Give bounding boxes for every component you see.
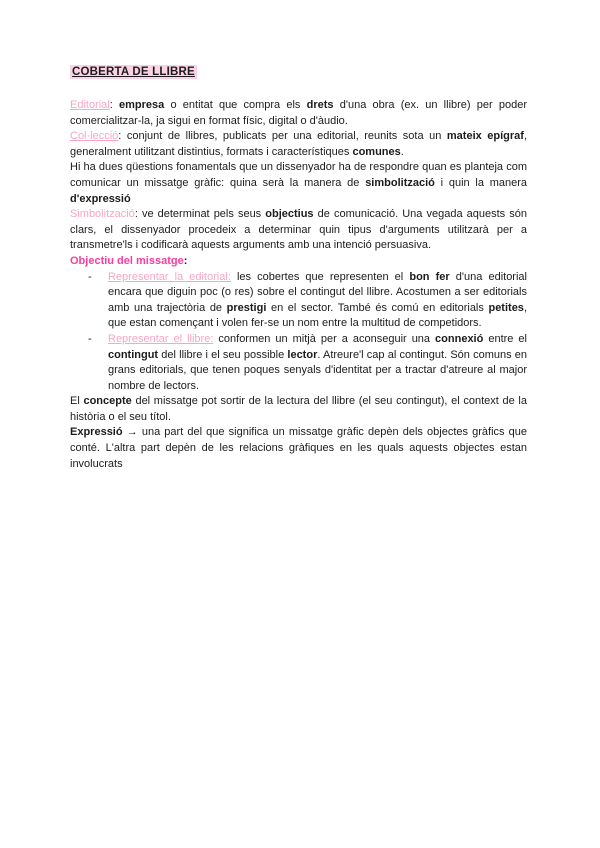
text-segment: bon fer <box>409 270 450 283</box>
text-segment: . <box>400 145 404 158</box>
list-item <box>70 332 527 394</box>
text-segment: contingut <box>108 348 159 361</box>
text-segment: empresa <box>119 99 165 111</box>
text-segment: o entitat que compra els <box>164 99 307 111</box>
text-segment: Editorial <box>70 99 110 111</box>
list-item <box>70 270 527 332</box>
text-segment: objectius <box>265 208 314 221</box>
paragraph <box>70 129 527 160</box>
text-segment: Hi ha dues qüestions fonamentals que un dissenyador ha de respondre quan es planteja com comunicar un missatge gràfic: quina serà la manera de <box>70 161 527 189</box>
text-segment: Representar el llibre: <box>108 332 214 345</box>
text-segment: : ve determinat pels seus <box>134 208 266 221</box>
text-segment: en el sector. També és comú en editorials <box>266 301 489 314</box>
text-segment: drets <box>306 99 334 111</box>
text-segment: Expressió <box>70 426 123 439</box>
paragraph <box>70 98 527 129</box>
text-segment: simbolització <box>365 176 435 189</box>
text-segment: Objectiu del missatge <box>70 254 184 267</box>
text-segment: prestigi <box>226 301 267 314</box>
text-segment: connexió <box>435 332 484 345</box>
text-segment: del missatge pot sortir de la lectura del llibre (el seu contingut), el context de la història o el seu títol. <box>70 395 527 423</box>
text-segment: Col·lecció <box>70 130 119 143</box>
paragraph <box>70 394 527 425</box>
text-segment: d'una obra (ex. un llibre) per poder comercialitzar-la, ja sigui en format físic, digital o d'àudio. <box>70 99 528 127</box>
document-title-text: COBERTA DE LLIBRE <box>72 66 195 78</box>
paragraph <box>70 160 527 207</box>
text-segment: mateix epígraf <box>446 130 524 143</box>
text-segment: del llibre i el seu possible <box>158 348 288 361</box>
text-segment: entre el <box>483 332 527 345</box>
paragraph <box>70 207 527 254</box>
text-segment: i quin la manera <box>434 176 528 189</box>
text-segment: de comunicació. Una vegada aquests són clars, el dissenyador procedeix a determinar quin tipus d'arguments utilitzarà per a transmetre'ls i codificarà aquests arguments amb una intenció persuasiva. <box>70 208 527 252</box>
text-segment: : conjunt de llibres, publicats per una editorial, reunits sota un <box>118 130 447 143</box>
text-segment: : <box>183 254 188 267</box>
text-segment: concepte <box>83 395 132 408</box>
text-segment: conformen un mitjà per a aconseguir una <box>213 332 436 345</box>
paragraph <box>70 425 527 472</box>
text-segment: Representar la editorial: <box>108 270 231 283</box>
text-segment: , generalment utilitzant distintius, formats i característiques <box>70 130 528 158</box>
document-title <box>70 66 527 78</box>
paragraph <box>70 254 527 270</box>
document-body <box>70 98 527 472</box>
list-bullet: - <box>88 332 92 345</box>
text-segment: El <box>70 395 84 408</box>
text-segment: les cobertes que representen el <box>230 270 410 283</box>
list-bullet: - <box>88 270 92 283</box>
text-segment: d'una editorial encara que diguin poc (o res) sobre el contingut del llibre. Acostumen a ser editorials amb una trajectòria de <box>108 270 527 314</box>
text-segment: , que estan començant i volen fer-se un nom entre la multitud de competidors. <box>108 301 527 330</box>
text-segment: . Atreure'l cap al contingut. Són comuns en grans editorials, que tenen poques senyals d'identitat per a tractar d'atreure al major nombre de lectors. <box>108 348 528 392</box>
text-segment: lector <box>287 348 318 361</box>
text-segment: comunes <box>352 145 401 158</box>
text-segment: d'expressió <box>70 192 131 205</box>
text-segment: petites <box>488 301 524 314</box>
text-segment: Simbolització <box>70 208 135 221</box>
text-segment: → una part del que significa un missatge gràfic depèn dels objectes gràfics que conté. L'altra part depèn de les relacions gràfiques en les quals aquests objectes estan involucrats <box>70 426 527 470</box>
list-item-text <box>108 271 527 330</box>
text-segment: : <box>109 99 120 111</box>
list-item-text <box>108 333 527 392</box>
